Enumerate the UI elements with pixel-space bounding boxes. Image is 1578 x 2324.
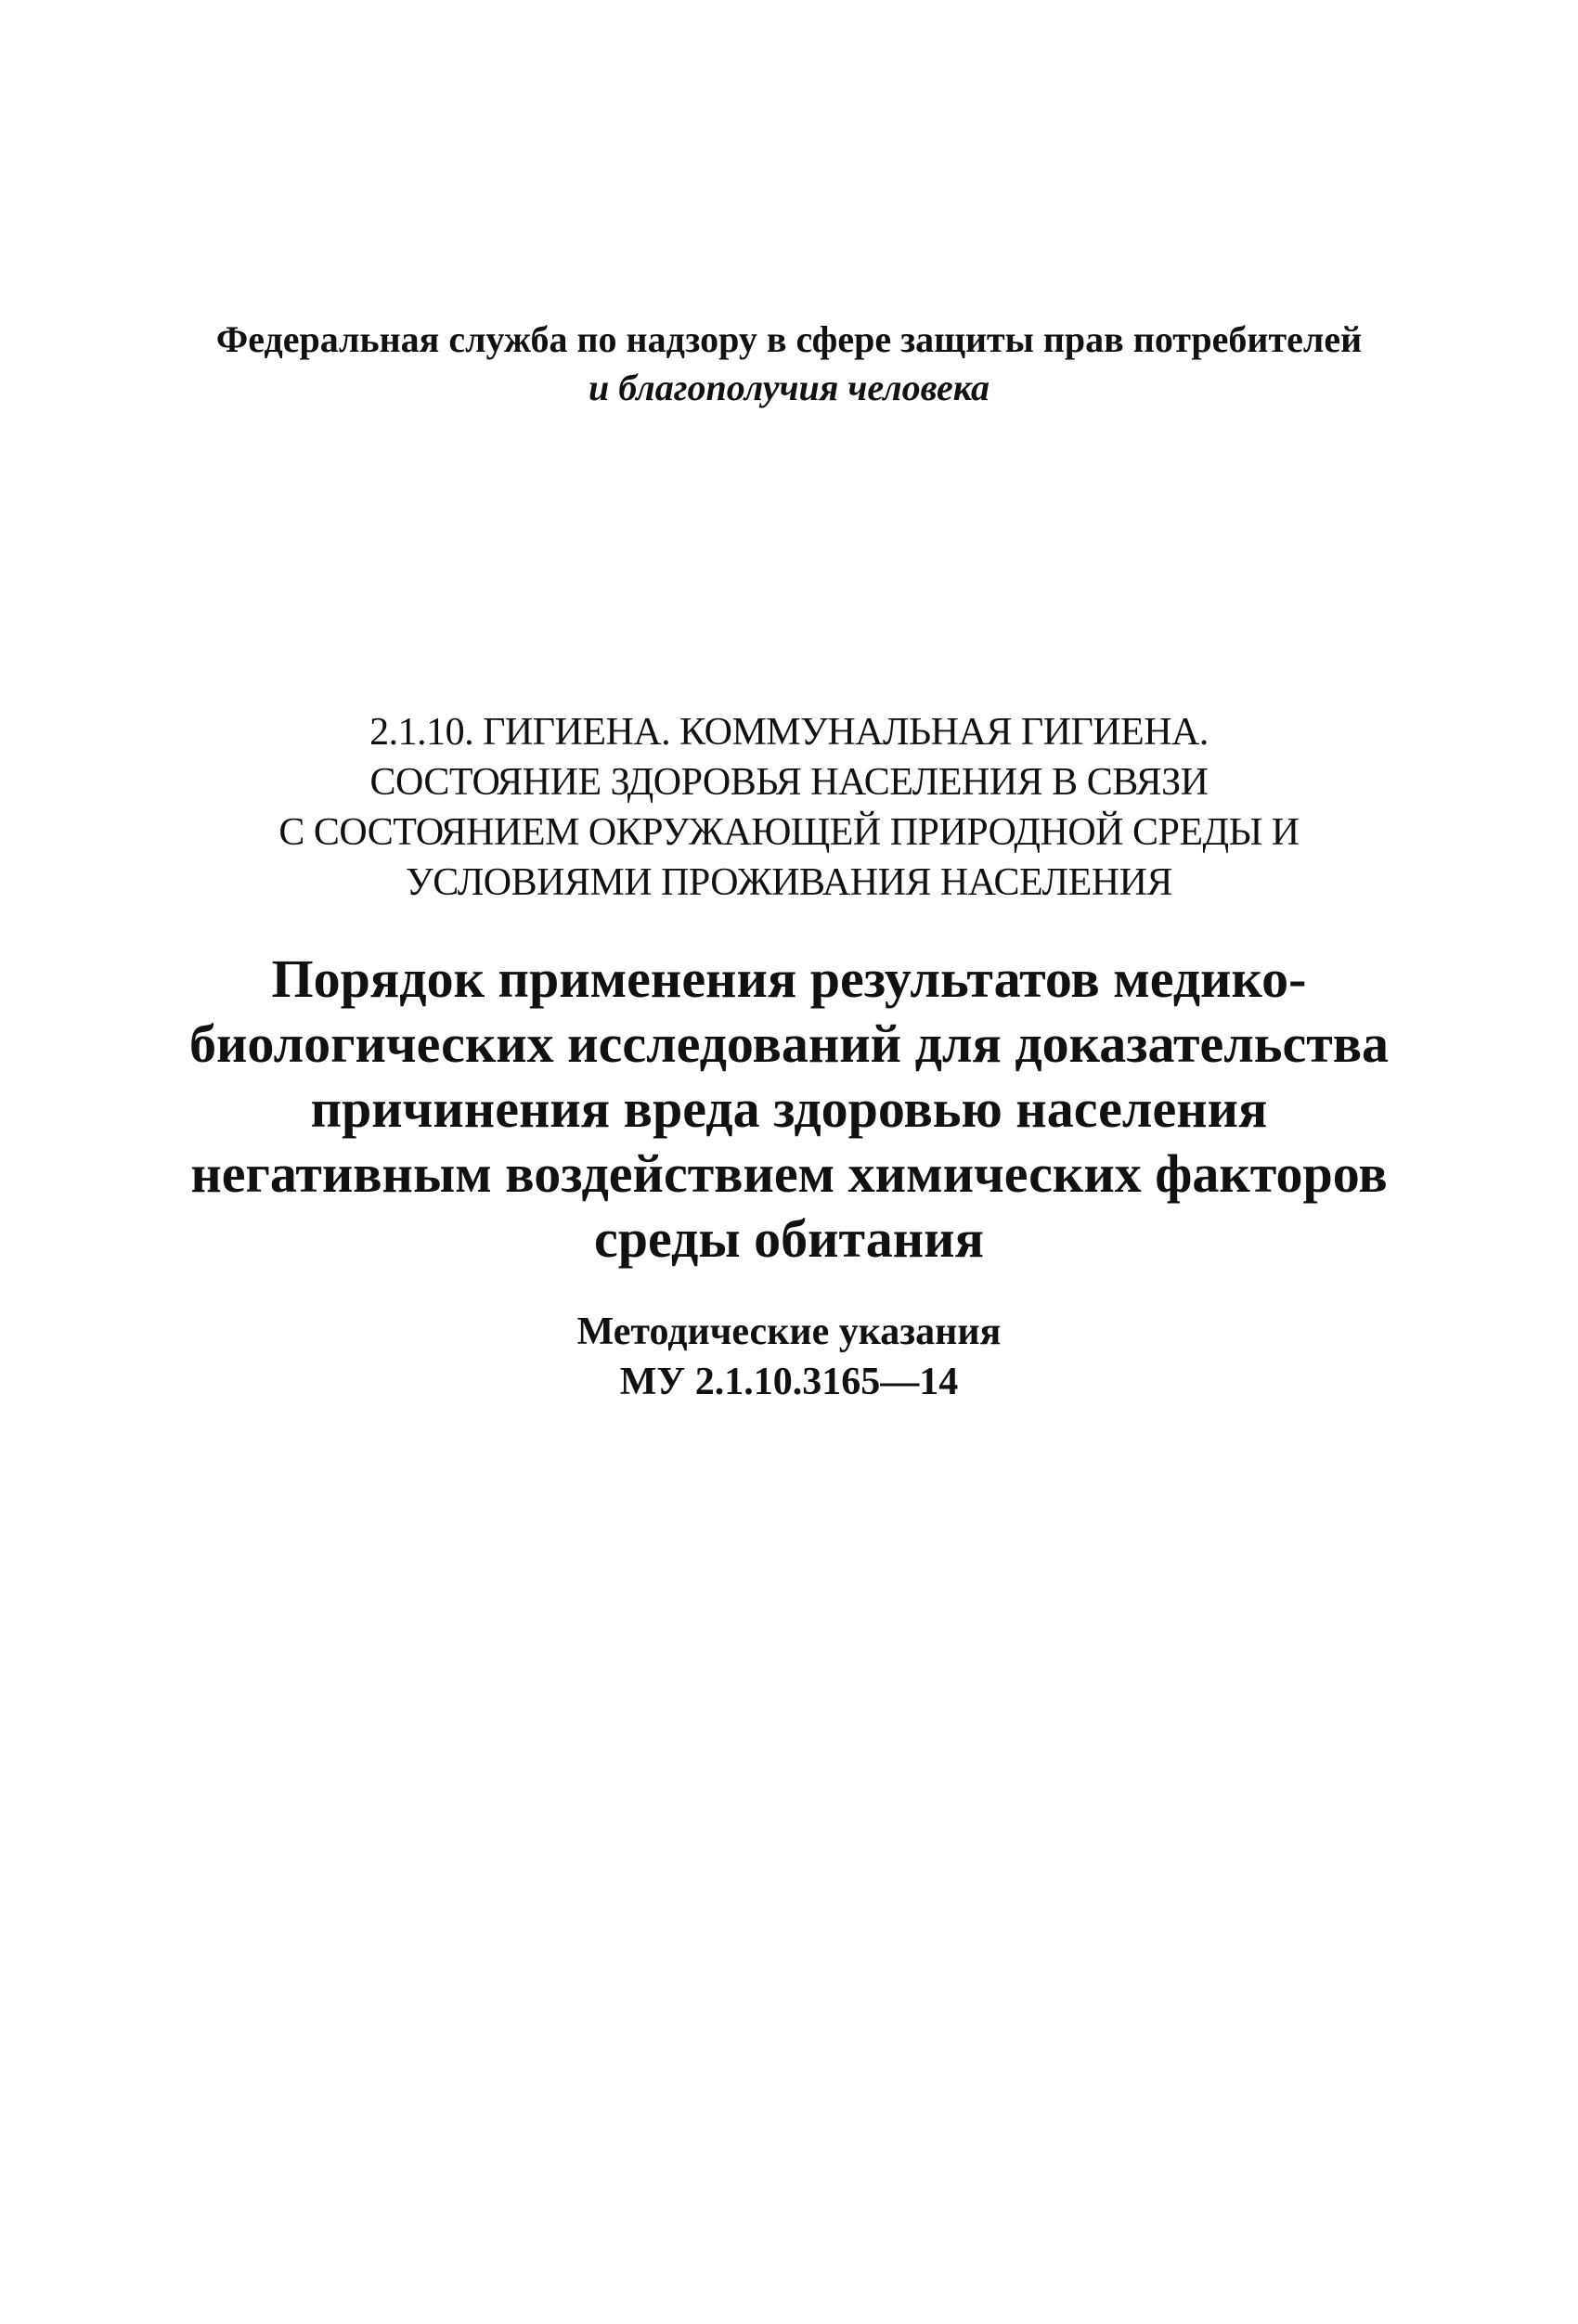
classification-line-2: СОСТОЯНИЕ ЗДОРОВЬЯ НАСЕЛЕНИЯ В СВЯЗИ: [369, 761, 1209, 804]
classification-line-1: 2.1.10. ГИГИЕНА. КОММУНАЛЬНАЯ ГИГИЕНА.: [369, 711, 1209, 754]
classification-heading: [139, 707, 1439, 908]
document-code: МУ 2.1.10.3165—14: [619, 1361, 959, 1403]
classification-line-4: УСЛОВИЯМИ ПРОЖИВАНИЯ НАСЕЛЕНИЯ: [406, 861, 1172, 904]
title-line-2: биологических исследований для доказательства: [188, 1014, 1390, 1074]
title-line-4: негативным воздействием химических факторов: [190, 1143, 1388, 1204]
title-line-5: среды обитания: [594, 1208, 984, 1269]
document-type: Методические указания: [576, 1310, 1002, 1353]
title-line-1: Порядок применения результатов медико-: [271, 949, 1307, 1009]
document-title: [139, 947, 1439, 1272]
agency-name-line-2: и благополучия человека: [588, 367, 990, 408]
agency-name-line-1: Федеральная служба по надзору в сфере защиты прав потребителей: [215, 318, 1363, 360]
title-line-3: причинения вреда здоровью населения: [310, 1078, 1268, 1139]
classification-line-3: С СОСТОЯНИЕМ ОКРУЖАЮЩЕЙ ПРИРОДНОЙ СРЕДЫ И: [278, 811, 1300, 854]
agency-header: [139, 316, 1439, 412]
document-type-block: [139, 1307, 1439, 1407]
